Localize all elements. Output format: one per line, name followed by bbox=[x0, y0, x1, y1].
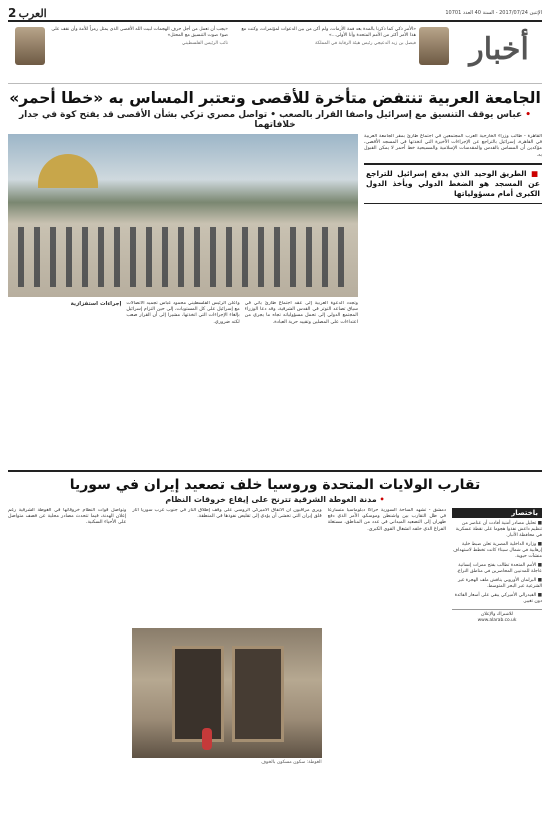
quote-author: فيصل بن زيد الدعيجي رئيس هيئة الرقابة في المملكة bbox=[315, 41, 416, 46]
photo-caption: الغوطة: سكون مسكون بالخوف bbox=[261, 760, 322, 765]
issue-line: الإثنين 2017/07/24 - السنة 40 العدد 10701 bbox=[445, 10, 542, 16]
section-title: أخبار bbox=[469, 32, 529, 67]
crowd-shape bbox=[18, 227, 348, 287]
footer-label: للاشتراك والإعلان bbox=[481, 612, 513, 617]
news-photo bbox=[8, 134, 358, 297]
dome-shape bbox=[38, 154, 98, 188]
quote-text: «الأمر ذكي كما ذكرنا بالمدة بعد قمة الأزمات، ولم أكن من بين الدعوات لمؤتمرات، وكنت مع هذا الأمر أكثر من الأمم المتحدة وأنا الأولى...» bbox=[241, 27, 416, 38]
footer-url[interactable]: www.alarab.co.uk bbox=[477, 618, 517, 623]
second-story-body bbox=[8, 508, 542, 808]
column-subheading: إجراءات استفزازية bbox=[70, 301, 122, 307]
brand-name: العرب bbox=[18, 7, 47, 20]
door-shape bbox=[232, 646, 284, 742]
story-column: وأعلن الرئيس الفلسطيني محمود عباس تجميد الاتصالات مع إسرائيل على كل المستويات، إلى حين التزام إسرائيل بإلغاء الإجراءات التي اتخذتها، مشيرا إلى أن القرار صعب لكنه ضروري. bbox=[126, 301, 240, 325]
brief-item: ■ تحليل مصادر أمنية أفادت أن عناصر من تنظيم داعش نفذوا هجوما على نقطة عسكرية في محافظة الأنبار. bbox=[455, 521, 542, 538]
second-headline: تقارب الولايات المتحدة وروسيا خلف تصعيد إيران في سوريا bbox=[69, 477, 481, 493]
avatar bbox=[15, 27, 45, 65]
main-story-body bbox=[8, 134, 542, 464]
briefs-sidebar bbox=[452, 508, 542, 808]
top-strip bbox=[8, 6, 542, 22]
page-number: 2 bbox=[8, 6, 17, 20]
quote-box-1 bbox=[232, 25, 456, 67]
story-column bbox=[8, 301, 121, 464]
lead-column bbox=[364, 134, 542, 464]
story-column: دمشق - تشهد الساحة السورية حراكا دبلوماسيا متسارعا في ظل التقارب بين واشنطن وموسكو، الأمر الذي دفع طهران إلى التصعيد الميداني في عدد من المناطق، مستغلة الفراغ الذي خلفه انشغال القوى الكبرى. bbox=[327, 508, 446, 532]
story-column: ويرى مراقبون أن الاتفاق الأميركي الروسي على وقف إطلاق النار في جنوب غرب سوريا أثار قلق إيران التي تخشى أن يؤدي إلى تقليص نفوذها في المنطقة. bbox=[132, 508, 322, 520]
lead-paragraph: القاهرة - طالب وزراء الخارجية العرب المجتمعين في اجتماع طارئ بمقر الجامعة العربية في القاهرة، إسرائيل بالتراجع عن الإجراءات الأخيرة التي اتخذتها في المسجد الأقصى، مؤكدين أن المساس بالقدس والمقدسات الإسلامية والمسيحية خط أحمر لا يمكن القبول به. bbox=[364, 134, 542, 158]
brief-item: ■ الفيدرالي الأميركي يبقي على أسعار الفائدة دون تغيير. bbox=[454, 593, 542, 604]
second-story-divider bbox=[8, 470, 542, 472]
door-shape bbox=[172, 646, 224, 742]
brief-item: ■ وزارة الداخلية المصرية تعلن ضبط خلية إرهابية في شمال سيناء كانت تخطط لاستهداف منشآت حيوية. bbox=[453, 542, 542, 559]
story-columns bbox=[8, 301, 358, 464]
sidebar-footer bbox=[452, 609, 542, 624]
pull-quote bbox=[364, 163, 542, 204]
quote-box-2 bbox=[8, 25, 232, 67]
bullet: • bbox=[525, 110, 532, 120]
child-figure bbox=[202, 728, 212, 750]
quote-text: «يجب أن تعمل من أجل حرف الهجمات لبيت الله الأقصى الذي يمثل رمزاً للأمة وأن نقف على ضوء صوت التنسيق مع المحتل» bbox=[51, 27, 228, 38]
subhead-text: مدنة الغوطة الشرقية تترنح على إيقاع خروقات النظام bbox=[165, 495, 377, 504]
second-subhead bbox=[8, 495, 542, 504]
brief-item: ■ البرلمان الأوروبي يناقش ملف الهجرة غير الشرعية عبر البحر المتوسط. bbox=[457, 578, 542, 589]
pull-quote-text: الطريق الوحيد الذي يدفع إسرائيل للتراجع عن المسجد هو الضغط الدولي ويأخذ الدول الكبرى أمام مسؤولياتها bbox=[366, 168, 540, 198]
main-subhead bbox=[8, 110, 542, 130]
news-photo bbox=[132, 628, 321, 758]
second-photo-block bbox=[132, 508, 321, 808]
main-headline: الجامعة العربية تنتفض متأخرة للأقصى وتعتبر المساس به «خطا أحمر» bbox=[9, 89, 541, 107]
pull-quote-marker: ■ bbox=[531, 168, 540, 178]
story-column: وتواصل قوات النظام خروقاتها في الغوطة الشرقية رغم إعلان الهدنة، فيما تتحدث مصادر محلية عن قصف متواصل على الأحياء السكنية. bbox=[8, 508, 127, 526]
quote-author: نائب الرئيس الفلسطيني bbox=[181, 41, 228, 46]
brand-logo bbox=[8, 6, 47, 20]
subhead-text: عباس يوقف التنسيق مع إسرائيل واصفا القرار بالصعب • تواصل مصري تركي بشأن الأقصى قد يفتح كوة في جدار خلافاتهما bbox=[18, 110, 523, 130]
bullet: • bbox=[379, 495, 385, 504]
photo-and-columns bbox=[8, 134, 358, 464]
masthead bbox=[8, 25, 542, 84]
brief-item: ■ الأمم المتحدة تطالب بفتح ممرات إنسانية عاجلة للمدنيين المحاصرين في مناطق النزاع. bbox=[456, 563, 542, 574]
sidebar-title: باختصار bbox=[452, 508, 542, 518]
avatar bbox=[419, 27, 449, 65]
story-column: وتجدد الدعوة العربية إلى عقد اجتماع طارئ يأتي في سياق تصاعد التوتر في القدس الشرقية، وقد دعا الوزراء المجتمع الدولي إلى تحمل مسؤولياته تجاه ما يجري من اعتداءات على المصلين وتقييد حرية العبادة. bbox=[244, 301, 358, 325]
